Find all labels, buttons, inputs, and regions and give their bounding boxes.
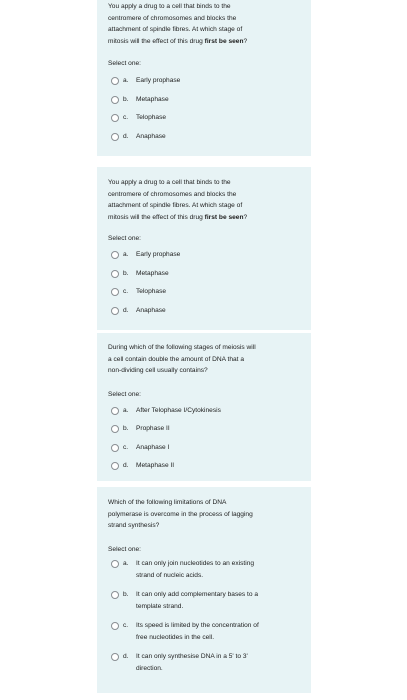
- option-letter: c.: [123, 621, 129, 629]
- option-text: Metaphase: [136, 95, 169, 103]
- option-d[interactable]: [108, 461, 301, 480]
- option-letter: d.: [123, 306, 129, 314]
- option-text: Prophase II: [136, 425, 170, 433]
- radio-button-icon[interactable]: [111, 133, 119, 141]
- option-text-continued: direction.: [136, 664, 163, 672]
- radio-button-icon[interactable]: [111, 77, 119, 85]
- options-list: [108, 559, 301, 683]
- question-line-text: mitosis will the effect of this drug: [108, 213, 205, 221]
- question-line-text: mitosis will the effect of this drug: [108, 37, 205, 45]
- question-card-1: [97, 0, 311, 156]
- option-text: Anaphase: [136, 306, 166, 314]
- option-letter: b.: [123, 425, 129, 433]
- question-card-2: [97, 167, 311, 330]
- option-letter: d.: [123, 132, 129, 140]
- option-text: It can only join nucleotides to an existing: [136, 559, 255, 567]
- radio-button-icon[interactable]: [111, 288, 119, 296]
- option-text: After Telophase I/Cytokinesis: [136, 406, 221, 414]
- option-letter: b.: [123, 590, 129, 598]
- question-text: [108, 487, 301, 532]
- question-emphasis: first be seen: [204, 37, 244, 45]
- option-d[interactable]: [108, 306, 301, 325]
- radio-button-icon[interactable]: [111, 407, 119, 415]
- question-tail: ?: [243, 37, 248, 45]
- radio-button-icon[interactable]: [111, 114, 119, 122]
- options-list: [108, 76, 301, 150]
- radio-button-icon[interactable]: [111, 591, 119, 599]
- radio-button-icon[interactable]: [111, 270, 119, 278]
- option-text: It can only synthesise DNA in a 5' to 3': [136, 652, 248, 660]
- option-text-continued: strand of nucleic acids.: [136, 571, 204, 579]
- option-letter: a.: [123, 559, 129, 567]
- option-a[interactable]: [108, 250, 301, 269]
- question-text: [108, 0, 301, 47]
- question-line: polymerase is overcome in the process of lagging: [108, 510, 253, 518]
- option-text: Early prophase: [136, 77, 181, 85]
- question-line: strand synthesis?: [108, 522, 160, 530]
- question-line: non-dividing cell usually contains?: [108, 367, 208, 375]
- question-line: [108, 36, 301, 48]
- option-text: Metaphase: [136, 269, 169, 277]
- question-emphasis: first be seen: [204, 213, 244, 221]
- radio-button-icon[interactable]: [111, 462, 119, 470]
- option-c[interactable]: [108, 621, 301, 652]
- option-text: Telophase: [136, 114, 167, 122]
- option-letter: c.: [123, 114, 129, 122]
- options-list: [108, 406, 301, 480]
- options-list: [108, 250, 301, 324]
- radio-button-icon[interactable]: [111, 560, 119, 568]
- question-card-4: [97, 487, 311, 693]
- option-text: Anaphase: [136, 132, 166, 140]
- option-letter: c.: [123, 443, 129, 451]
- option-text: Early prophase: [136, 251, 181, 259]
- option-text: Metaphase II: [136, 462, 175, 470]
- question-line: attachment of spindle fibres. At which stage of: [108, 26, 243, 34]
- option-c[interactable]: [108, 443, 301, 462]
- question-line: You apply a drug to a cell that binds to the: [108, 3, 231, 10]
- option-letter: b.: [123, 269, 129, 277]
- option-text: Its speed is limited by the concentration of: [136, 621, 259, 629]
- question-line: During which of the following stages of meiosis will: [108, 344, 256, 351]
- question-line: centromere of chromosomes and blocks the: [108, 14, 237, 22]
- question-card-3: [97, 333, 311, 481]
- question-text: [108, 333, 301, 377]
- radio-button-icon[interactable]: [111, 307, 119, 315]
- option-a[interactable]: [108, 76, 301, 95]
- option-b[interactable]: [108, 269, 301, 288]
- option-text: Telophase: [136, 288, 167, 296]
- radio-button-icon[interactable]: [111, 444, 119, 452]
- radio-button-icon[interactable]: [111, 96, 119, 104]
- option-d[interactable]: [108, 652, 301, 683]
- question-line: Which of the following limitations of DNA: [108, 499, 227, 506]
- option-b[interactable]: [108, 424, 301, 443]
- select-one-label: Select one:: [108, 235, 141, 243]
- option-letter: b.: [123, 95, 129, 103]
- option-d[interactable]: [108, 132, 301, 151]
- option-a[interactable]: [108, 559, 301, 590]
- select-one-label: Select one:: [108, 60, 141, 68]
- option-letter: c.: [123, 288, 129, 296]
- question-tail: ?: [243, 213, 248, 221]
- option-letter: d.: [123, 462, 129, 470]
- option-letter: a.: [123, 77, 129, 85]
- question-line: a cell contain double the amount of DNA that a: [108, 355, 244, 363]
- option-letter: a.: [123, 251, 129, 259]
- option-c[interactable]: [108, 113, 301, 132]
- radio-button-icon[interactable]: [111, 425, 119, 433]
- option-letter: a.: [123, 406, 129, 414]
- question-line: [108, 212, 301, 224]
- select-one-label: Select one:: [108, 390, 141, 398]
- option-a[interactable]: [108, 406, 301, 425]
- option-text: It can only add complementary bases to a: [136, 590, 259, 598]
- radio-button-icon[interactable]: [111, 622, 119, 630]
- radio-button-icon[interactable]: [111, 653, 119, 661]
- option-text-continued: template strand.: [136, 602, 184, 610]
- question-line: You apply a drug to a cell that binds to the: [108, 179, 231, 186]
- option-text: Anaphase I: [136, 443, 170, 451]
- option-b[interactable]: [108, 95, 301, 114]
- option-b[interactable]: [108, 590, 301, 621]
- question-text: [108, 167, 301, 223]
- question-line: attachment of spindle fibres. At which stage of: [108, 202, 243, 210]
- option-text-continued: free nucleotides in the cell.: [136, 633, 215, 641]
- question-line: centromere of chromosomes and blocks the: [108, 190, 237, 198]
- option-c[interactable]: [108, 287, 301, 306]
- select-one-label: Select one:: [108, 545, 141, 553]
- option-letter: d.: [123, 652, 129, 660]
- radio-button-icon[interactable]: [111, 251, 119, 259]
